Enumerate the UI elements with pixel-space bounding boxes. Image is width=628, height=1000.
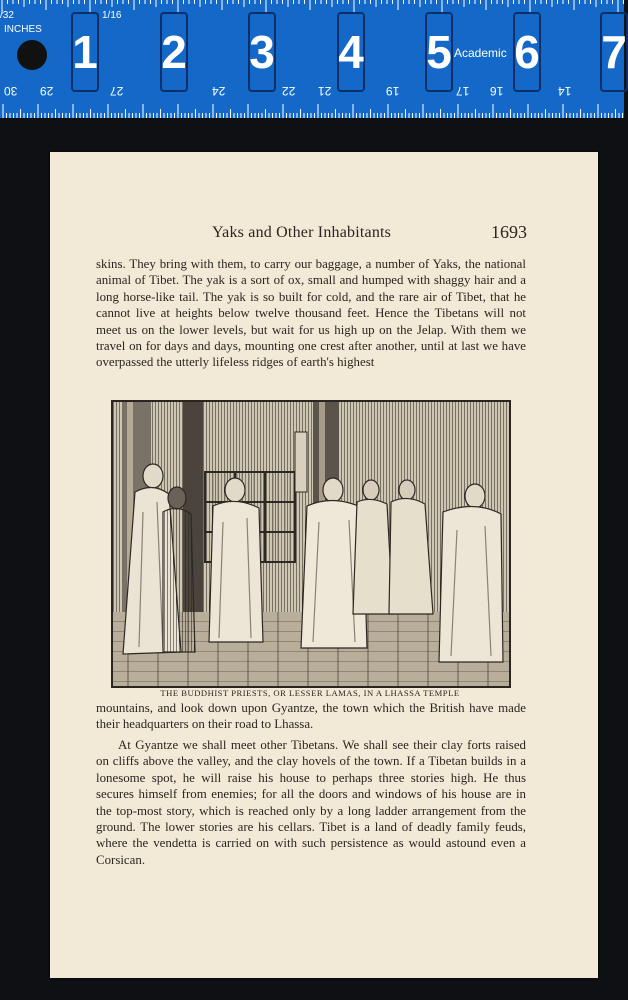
ruler-cm-label: 17 [456, 84, 470, 98]
paragraph-bottom [96, 737, 526, 868]
ruler-hole [17, 40, 47, 70]
ruler-inch-4: 4 [337, 12, 365, 92]
ruler-bottom-ticks [0, 104, 624, 118]
paragraph-top: skins. They bring with them, to carry our baggage, a number of Yaks, the national animal of Tibet. The yak is a sort of ox, small and humped with shaggy hair and a long horse-like tail. The yak is so built for cold, and the rare air of Tibet, that he cannot live at heights below twelve thousand feet. Hence the Tibetans will not meet us on the lower levels, but wait for us high up on the Jelap. With them we travel on for days and days, mounting one crest after another, until at last we have overpassed the utterly lifeless ridges of earth's highest [96, 257, 526, 370]
ruler-cm-label: 24 [212, 84, 226, 98]
book-page [50, 152, 598, 978]
ruler-cm-label: 22 [282, 84, 296, 98]
ruler-inch-6: 6 [513, 12, 541, 92]
ruler-inch-2: 2 [160, 12, 188, 92]
ruler-fraction-label-mid: 1/16 [102, 10, 122, 21]
ruler-inch-3: 3 [248, 12, 276, 92]
ruler-unit-label: INCHES [4, 24, 42, 35]
ruler-cm-label: 16 [490, 84, 504, 98]
ruler-inch-5: 5 [425, 12, 453, 92]
paragraph-mid: mountains, and look down upon Gyantze, the town which the British have made their headquarters on their road to Lhassa. [96, 701, 526, 732]
illustration-caption: THE BUDDHIST PRIESTS, OR LESSER LAMAS, IN A LHASSA TEMPLE [160, 688, 460, 698]
ruler-cm-label: 21 [318, 84, 332, 98]
ruler-inch-7: 7 [600, 12, 628, 92]
lamas-engraving [113, 402, 509, 686]
ruler-inch-1: 1 [71, 12, 99, 92]
running-head: Yaks and Other Inhabitants [212, 224, 392, 241]
measuring-ruler [0, 0, 627, 118]
engraving-illustration [111, 400, 511, 688]
ruler-cm-label: 14 [558, 84, 572, 98]
ruler-cm-label: 29 [40, 84, 54, 98]
ruler-fraction-label: /32 [0, 10, 14, 21]
ruler-cm-label: 30 [4, 84, 18, 98]
paragraph-bottom-text: At Gyantze we shall meet other Tibetans. We shall see their clay forts raised on cliffs above the valley, and the clay hovels of the town. If a Tibetan builds in a lonesome spot, he will raise his house to perhaps three stories high. He thus secures himself from enemies; for all the doors and windows of his house are in the top-most story, which is reached only by a long ladder arrangement from the ground. The lower stories are his cellars. Tibet is a land of deadly family feuds, where the vendetta is carried on with such persistence as would astound even a Corsican. [96, 738, 526, 867]
ruler-cm-label: 27 [110, 84, 124, 98]
ruler-cm-label: 19 [386, 84, 400, 98]
page-number: 1693 [491, 222, 527, 242]
ruler-brand-label: Academic [454, 46, 507, 60]
